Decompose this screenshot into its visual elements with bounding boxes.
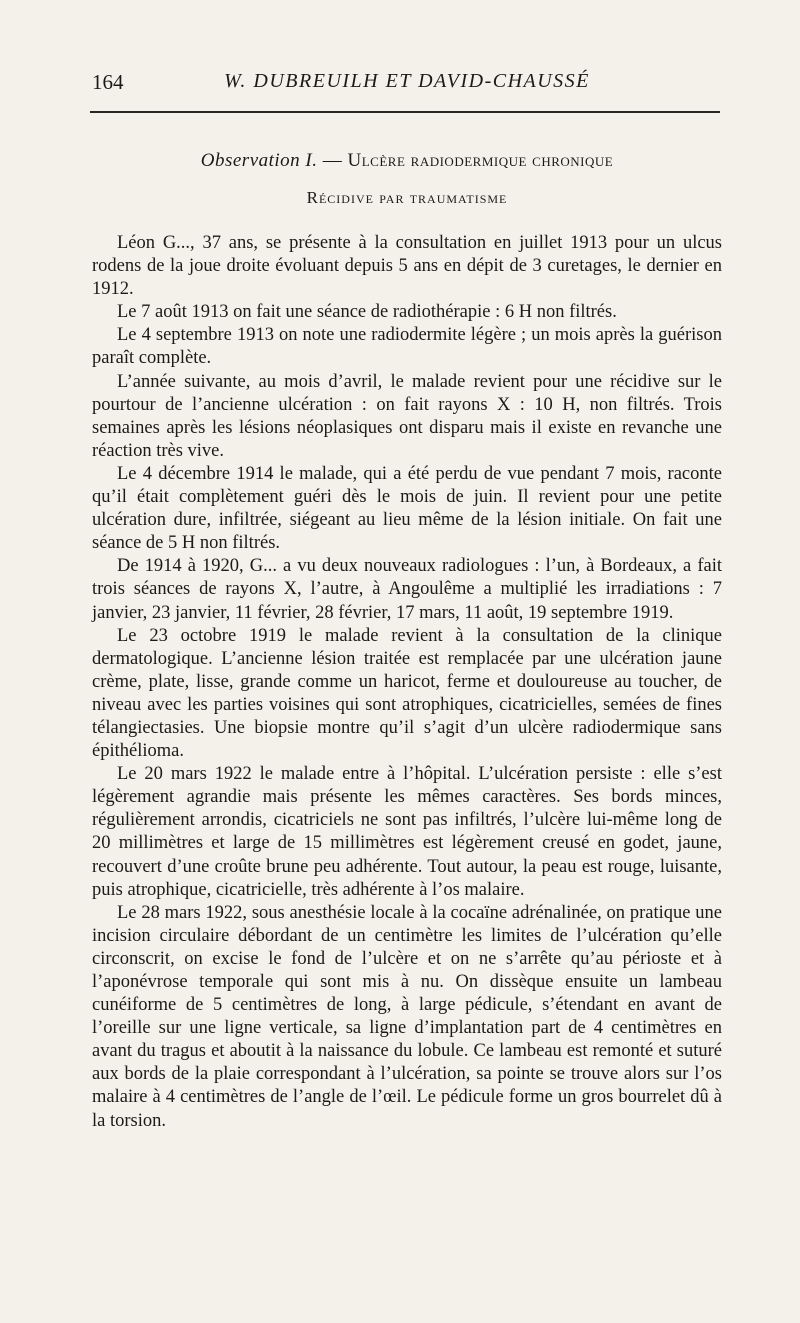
running-head [92, 70, 722, 98]
paragraph: L’année suivante, au mois d’avril, le malade revient pour une récidive sur le pourtour de l’ancienne ulcération : on fait rayons X : 10 H, non filtrés. Trois semaines après les lésions néoplasiques ont disparu mais il existe en revanche une réaction très vive. [92, 371, 722, 461]
observation-heading: Ulcère radiodermique chronique [347, 150, 614, 171]
paragraph: Léon G..., 37 ans, se présente à la consultation en juillet 1913 pour un ulcus rodens de la joue droite évoluant depuis 5 ans en dépit de 3 curetages, le dernier en 1912. [92, 233, 722, 300]
running-title: W. DUBREUILH ET DAVID-CHAUSSÉ [224, 70, 590, 92]
body-text [92, 232, 722, 1133]
observation-title [92, 150, 722, 172]
observation-label: Observation I. [200, 150, 318, 171]
paragraph: De 1914 à 1920, G... a vu deux nouveaux radiologues : l’un, à Bordeaux, a fait trois séances de rayons X, l’autre, à Angoulême a multiplié les irradiations : 7 janvier, 23 janvier, 11 février, 28 février, 17 mars, 11 août, 19 septembre 1919. [92, 556, 722, 623]
paragraph: Le 4 septembre 1913 on note une radiodermite légère ; un mois après la guérison paraît complète. [92, 325, 722, 369]
paragraph: Le 28 mars 1922, sous anesthésie locale à la cocaïne adrénalinée, on pratique une incision circulaire débordant de un centimètre les limites de l’ulcération qu’elle circonscrit, on excise le fond de l’ulcère et on ne s’arrête qu’au périoste et à l’aponévrose temporale qui sont mis à nu. On dissèque ensuite un lambeau cunéiforme de 5 centimètres de long, à large pédicule, s’étendant en avant de l’oreille sur une ligne verticale, sa ligne d’implantation part de 4 centimètres en avant du tragus et aboutit à la naissance du lobule. Ce lambeau est remonté et suturé aux bords de la plaie correspondant à l’ulcération, sa pointe se trouve alors sur l’os malaire à 4 centimètres de l’angle de l’œil. Le pédicule forme un gros bourrelet dû à la torsion. [92, 902, 722, 1131]
paragraph: Le 23 octobre 1919 le malade revient à la consultation de la clinique dermatologique. L’ancienne lésion traitée est remplacée par une ulcération jaune crème, plate, lisse, grande comme un haricot, ferme et douloureuse au toucher, de niveau avec les parties voisines qui sont atrophiques, cicatricielles, semées de fines télangiectasies. Une biopsie montre qu’il s’agit d’un ulcère radiodermique sans épithélioma. [92, 625, 722, 762]
paragraph: Le 4 décembre 1914 le malade, qui a été perdu de vue pendant 7 mois, raconte qu’il était complètement guéri dès le mois de juin. Il revient pour une petite ulcération dure, infiltrée, siégeant au lieu même de la lésion initiale. On fait une séance de 5 H non filtrés. [92, 463, 722, 554]
paragraph: Le 7 août 1913 on fait une séance de radiothérapie : 6 H non filtrés. [117, 302, 617, 323]
header-rule [90, 111, 720, 113]
title-dash: — [322, 150, 343, 171]
paragraph: Le 20 mars 1922 le malade entre à l’hôpital. L’ulcération persiste : elle s’est légèrement agrandie mais présente les mêmes caractères. Ses bords minces, régulièrement arrondis, cicatriciels ne sont pas infiltrés, l’ulcère lui-même long de 20 millimètres et large de 15 millimètres est légèrement creusé en godet, jaune, recouvert d’une croûte brune peu adhérente. Tout autour, la peau est rouge, luisante, puis atrophique, cicatricielle, très adhérente à l’os malaire. [92, 764, 722, 900]
page-number: 164 [92, 70, 124, 94]
observation-subtitle: Récidive par traumatisme [306, 188, 508, 207]
